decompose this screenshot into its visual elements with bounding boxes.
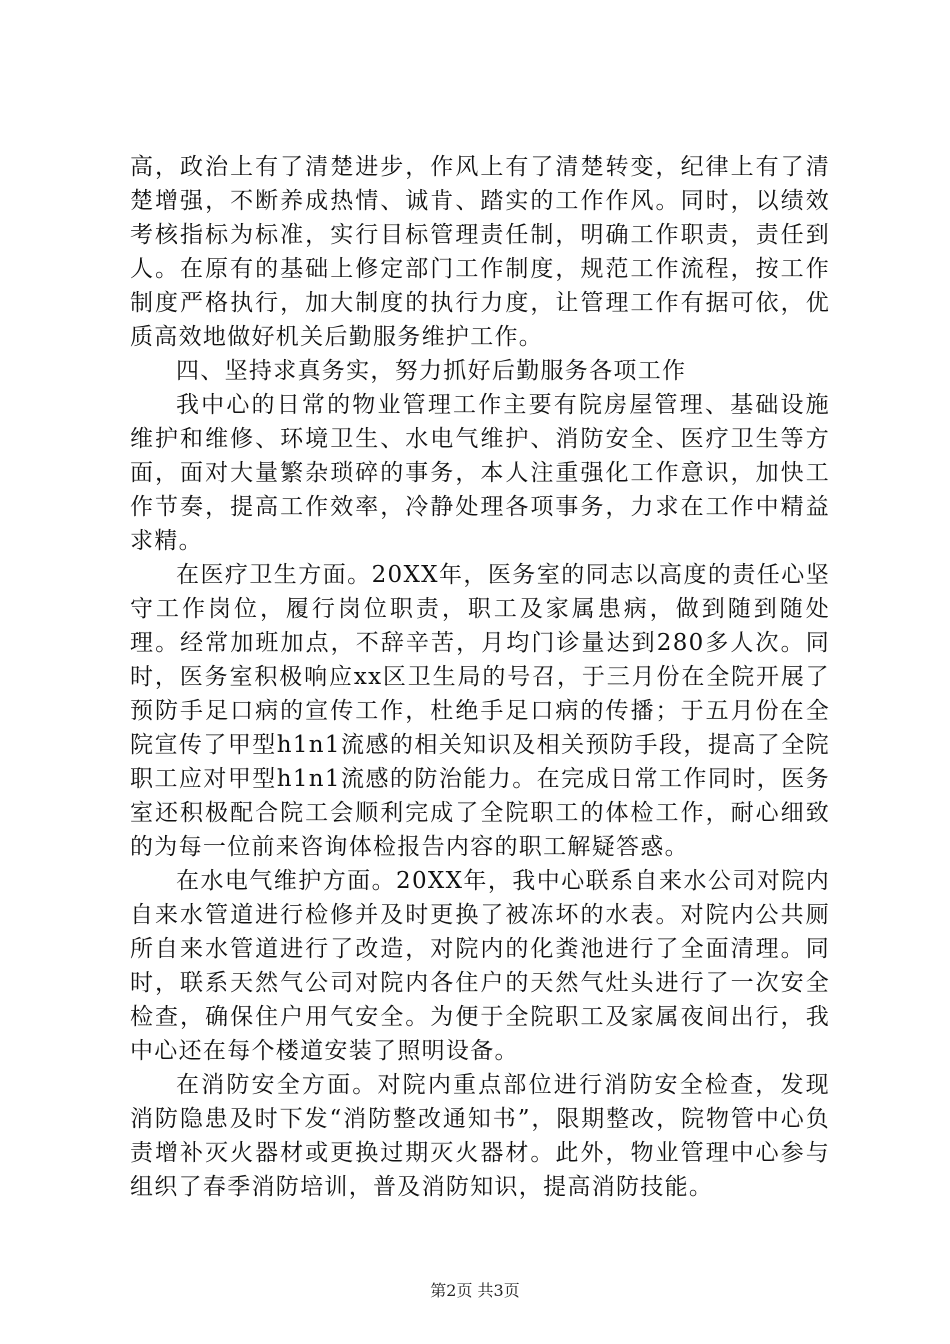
document-body [130,150,830,1204]
paragraph-fire-safety: 在消防安全方面。对院内重点部位进行消防安全检查，发现消防隐患及时下发“消防整改通知书”，限期整改，院物管中心负责增补灭火器材或更换过期灭火器材。此外，物业管理中心参与组织了春季消防培训，普及消防知识，提高消防技能。 [130,1072,830,1200]
paragraph-overview: 我中心的日常的物业管理工作主要有院房屋管理、基础设施维护和维修、环境卫生、水电气维护、消防安全、医疗卫生等方面，面对大量繁杂琐碎的事务，本人注重强化工作意识，加快工作节奏，提高工作效率，冷静处理各项事务，力求在工作中精益求精。 [130,392,830,554]
section-heading: 四、坚持求真务实，努力抓好后勤服务各项工作 [176,358,687,384]
page-footer: 第2页 共3页 [430,1281,520,1300]
paragraph-utilities: 在水电气维护方面。20XX年，我中心联系自来水公司对院内自来水管道进行检修并及时更换了被冻坏的水表。对院内公共厕所自来水管道进行了改造，对院内的化粪池进行了全面清理。同时，联系天然气公司对院内各住户的天然气灶头进行了一次安全检查，确保住户用气安全。为便于全院职工及家属夜间出行，我中心还在每个楼道安装了照明设备。 [130,868,830,1064]
paragraph-continuation: 高，政治上有了清楚进步，作风上有了清楚转变，纪律上有了清楚增强，不断养成热情、诚肯、踏实的工作作风。同时，以绩效考核指标为标准，实行目标管理责任制，明确工作职责，责任到人。在原有的基础上修定部门工作制度，规范工作流程，按工作制度严格执行，加大制度的执行力度，让管理工作有据可依，优质高效地做好机关后勤服务维护工作。 [130,154,830,350]
paragraph-medical: 在医疗卫生方面。20XX年，医务室的同志以高度的责任心坚守工作岗位，履行岗位职责，职工及家属患病，做到随到随处理。经常加班加点，不辞辛苦，月均门诊量达到280多人次。同时，医务室积极响应xx区卫生局的号召，于三月份在全院开展了预防手足口病的宣传工作，杜绝手足口病的传播；于五月份在全院宣传了甲型h1n1流感的相关知识及相关预防手段，提高了全院职工应对甲型h1n1流感的防治能力。在完成日常工作同时，医务室还积极配合院工会顺利完成了全院职工的体检工作，耐心细致的为每一位前来咨询体检报告内容的职工解疑答惑。 [130,562,830,860]
